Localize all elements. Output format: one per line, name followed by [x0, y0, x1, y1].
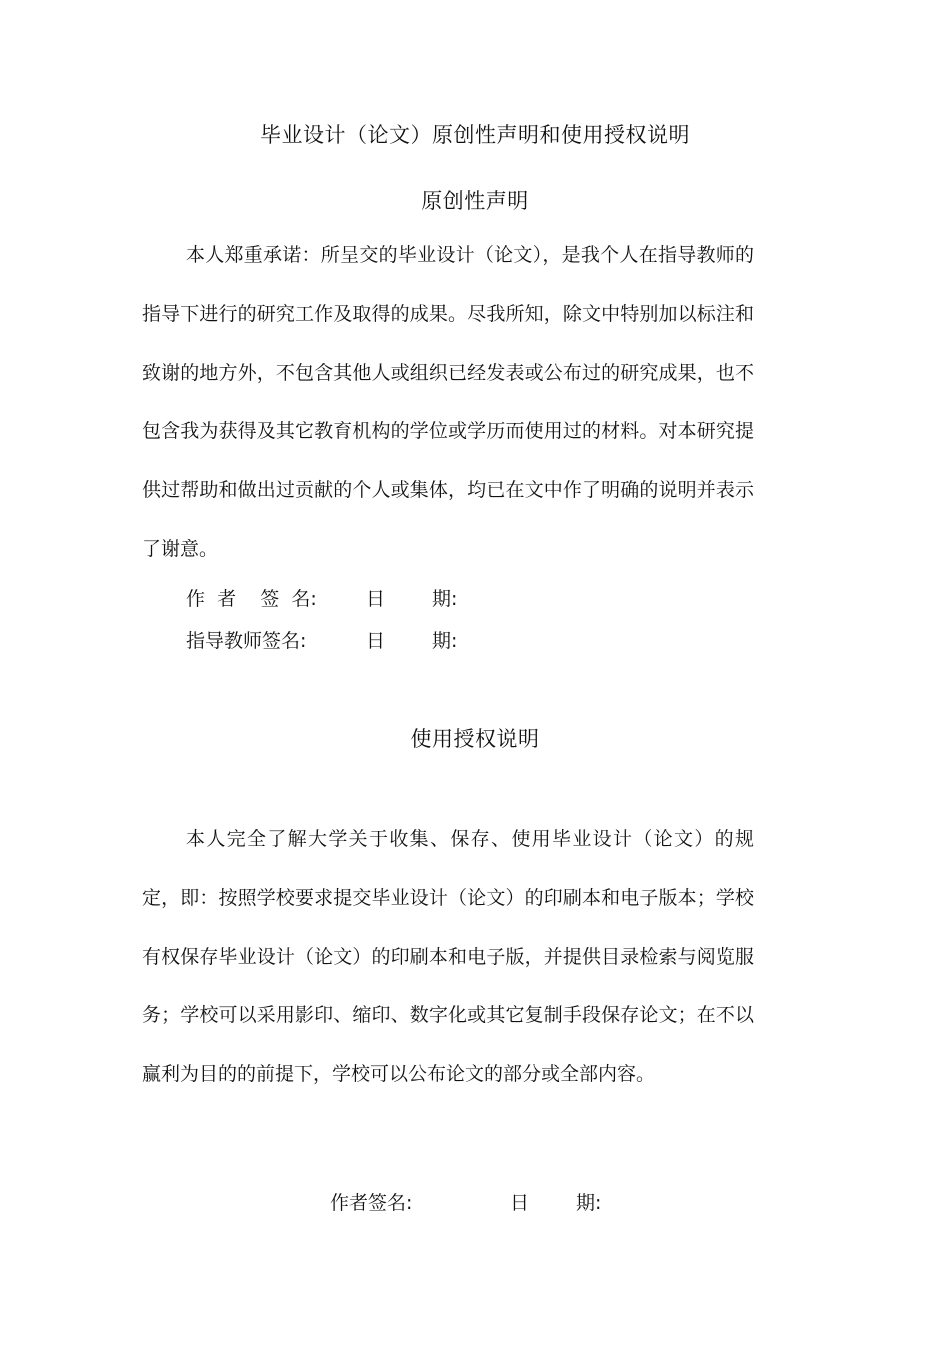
advisor-signature-label: 指导教师签名: — [186, 630, 307, 652]
document-title: 毕业设计（论文）原创性声明和使用授权说明 — [260, 123, 690, 147]
date-label-day: 日 — [366, 588, 386, 610]
date-label-period: 期: — [432, 588, 458, 610]
date-label-day: 日 — [366, 630, 386, 652]
author-signature-label: 作 者 签 名: — [186, 588, 317, 610]
authorization-signature-row — [0, 1190, 950, 1216]
advisor-signature-row — [0, 628, 950, 654]
authorization-heading: 使用授权说明 — [410, 727, 540, 751]
date-label-day: 日 — [510, 1192, 530, 1214]
date-label-period: 期: — [576, 1192, 602, 1214]
date-label-period: 期: — [432, 630, 458, 652]
author-signature-label: 作者签名: — [330, 1192, 413, 1214]
authorization-paragraph: 本人完全了解大学关于收集、保存、使用毕业设计（论文）的规定，即：按照学校要求提交毕业设计（论文）的印刷本和电子版本；学校有权保存毕业设计（论文）的印刷本和电子版，并提供目录检索与阅览服务；学校可以采用影印、缩印、数字化或其它复制手段保存论文；在不以赢利为目的的前提下，学校可以公布论文的部分或全部内容。 — [142, 828, 754, 1086]
originality-paragraph: 本人郑重承诺：所呈交的毕业设计（论文），是我个人在指导教师的指导下进行的研究工作及取得的成果。尽我所知，除文中特别加以标注和致谢的地方外，不包含其他人或组织已经发表或公布过的研究成果，也不包含我为获得及其它教育机构的学位或学历而使用过的材料。对本研究提供过帮助和做出过贡献的个人或集体，均已在文中作了明确的说明并表示了谢意。 — [142, 244, 754, 560]
author-signature-row — [0, 586, 950, 612]
originality-heading: 原创性声明 — [421, 189, 529, 213]
